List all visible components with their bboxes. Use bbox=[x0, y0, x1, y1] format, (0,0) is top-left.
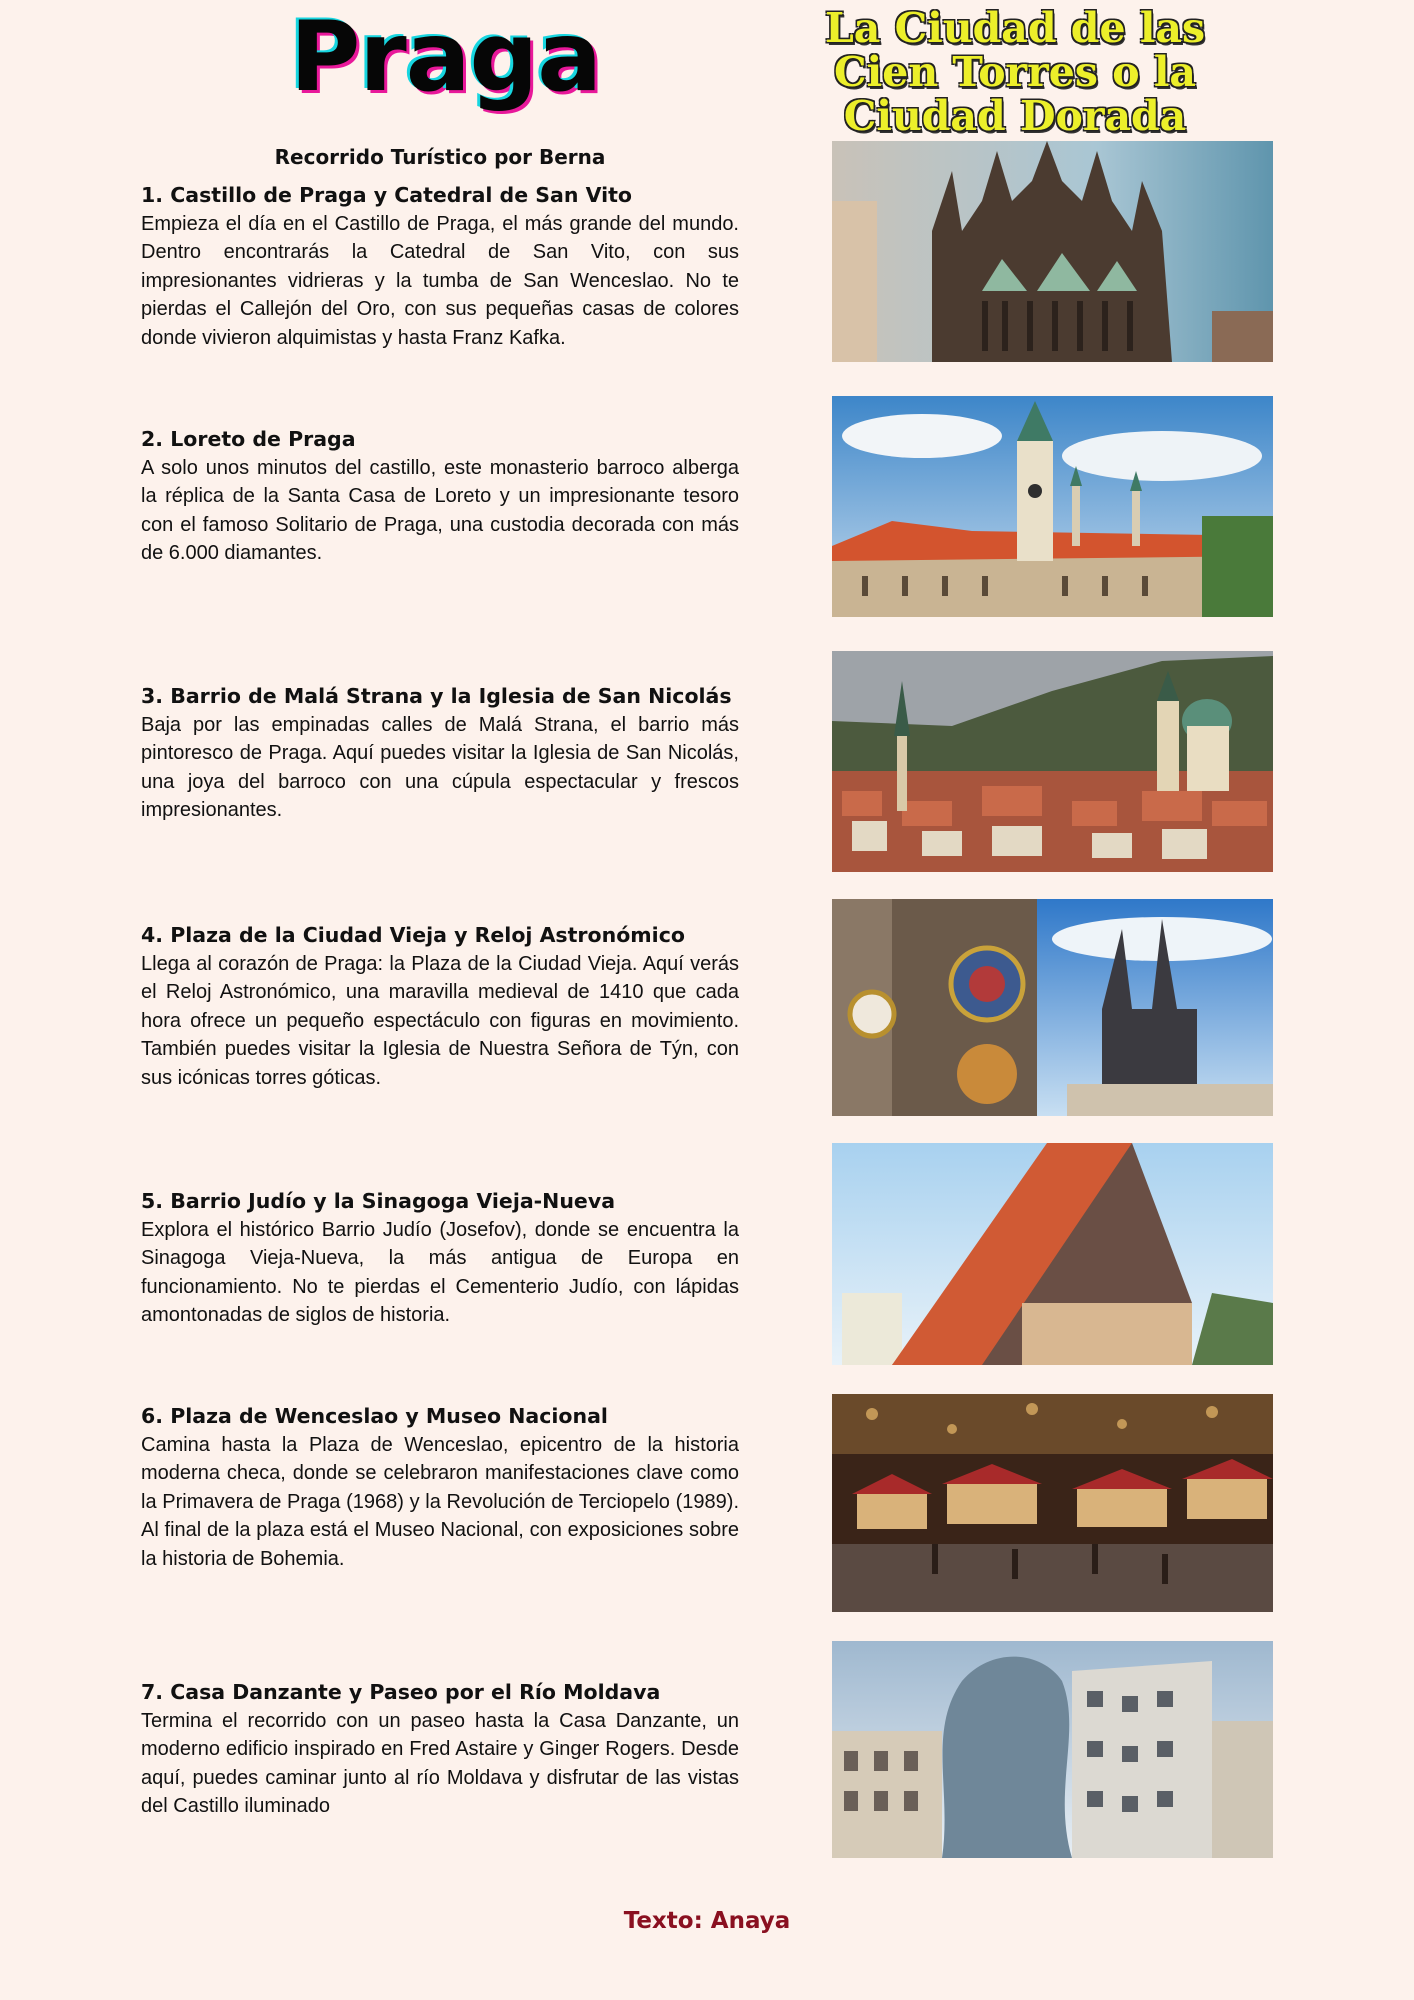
photo-loreto bbox=[832, 396, 1273, 617]
photo-st-vitus-cathedral bbox=[832, 141, 1273, 362]
stop-text: Explora el histórico Barrio Judío (Josefov), donde se encuentra la Sinagoga Vieja-Nueva, la más antigua de Europa en funcionamiento. No te pierdas el Cementerio Judío, con lápidas amontonadas de siglos de historia. bbox=[141, 1218, 739, 1326]
photo-old-new-synagogue bbox=[832, 1143, 1273, 1365]
page-title: Praga bbox=[290, 1, 601, 113]
stop-5 bbox=[141, 1187, 739, 1330]
stop-title: 1. Castillo de Praga y Catedral de San Vito bbox=[141, 183, 633, 207]
stop-text: Empieza el día en el Castillo de Praga, el más grande del mundo. Dentro encontrarás la Catedral de San Vito, con sus impresionantes vidrieras y la tumba de San Wenceslao. No te pierdas el Callejón del Oro, con sus pequeñas casas de colores donde vivieron alquimistas y hasta Franz Kafka. bbox=[141, 212, 739, 349]
stop-1 bbox=[141, 181, 739, 352]
stop-text: Llega al corazón de Praga: la Plaza de la Ciudad Vieja. Aquí verás el Reloj Astronómico, una maravilla medieval de 1410 que cada hora ofrece un pequeño espectáculo con figuras en movimiento. También puedes visitar la Iglesia de Nuestra Señora de Týn, con sus icónicas torres góticas. bbox=[141, 952, 739, 1089]
stop-2 bbox=[141, 425, 739, 568]
tour-heading: Recorrido Turístico por Berna bbox=[274, 145, 606, 169]
stop-title: 3. Barrio de Malá Strana y la Iglesia de San Nicolás bbox=[141, 684, 732, 708]
stop-text: Termina el recorrido con un paseo hasta la Casa Danzante, un moderno edificio inspirado en Fred Astaire y Ginger Rogers. Desde aquí, puedes caminar junto al río Moldava y disfrutar de las vistas del Castillo iluminado bbox=[141, 1709, 739, 1817]
footer-credit: Texto: Anaya bbox=[623, 1908, 791, 1934]
stop-text: Baja por las empinadas calles de Malá Strana, el barrio más pintoresco de Praga. Aquí puedes visitar la Iglesia de San Nicolás, una joya del barroco con una cúpula espectacular y frescos impresionantes. bbox=[141, 713, 739, 821]
stop-title: 4. Plaza de la Ciudad Vieja y Reloj Astronómico bbox=[141, 923, 685, 947]
stop-3 bbox=[141, 682, 739, 825]
stop-7 bbox=[141, 1678, 739, 1821]
stop-text: Camina hasta la Plaza de Wenceslao, epicentro de la historia moderna checa, donde se celebraron manifestaciones clave como la Primavera de Praga (1968) y la Revolución de Terciopelo (1989). Al final de la plaza está el Museo Nacional, con exposiciones sobre la historia de Bohemia. bbox=[141, 1433, 739, 1570]
stop-text: A solo unos minutos del castillo, este monasterio barroco alberga la réplica de la Santa Casa de Loreto y un impresionante tesoro con el famoso Solitario de Praga, una custodia decorada con más de 6.000 diamantes. bbox=[141, 456, 739, 564]
stop-title: 6. Plaza de Wenceslao y Museo Nacional bbox=[141, 1404, 608, 1428]
stop-title: 2. Loreto de Praga bbox=[141, 427, 356, 451]
stop-title: 5. Barrio Judío y la Sinagoga Vieja-Nueva bbox=[141, 1189, 616, 1213]
photo-dancing-house bbox=[832, 1641, 1273, 1858]
page-subtitle: La Ciudad de las Cien Torres o la Ciudad Dorada bbox=[824, 4, 1206, 140]
stop-title: 7. Casa Danzante y Paseo por el Río Moldava bbox=[141, 1680, 661, 1704]
photo-astronomical-clock bbox=[832, 899, 1273, 1116]
photo-wenceslas-square bbox=[832, 1394, 1273, 1612]
stop-6 bbox=[141, 1402, 739, 1573]
photo-mala-strana bbox=[832, 651, 1273, 872]
stop-4 bbox=[141, 921, 739, 1092]
